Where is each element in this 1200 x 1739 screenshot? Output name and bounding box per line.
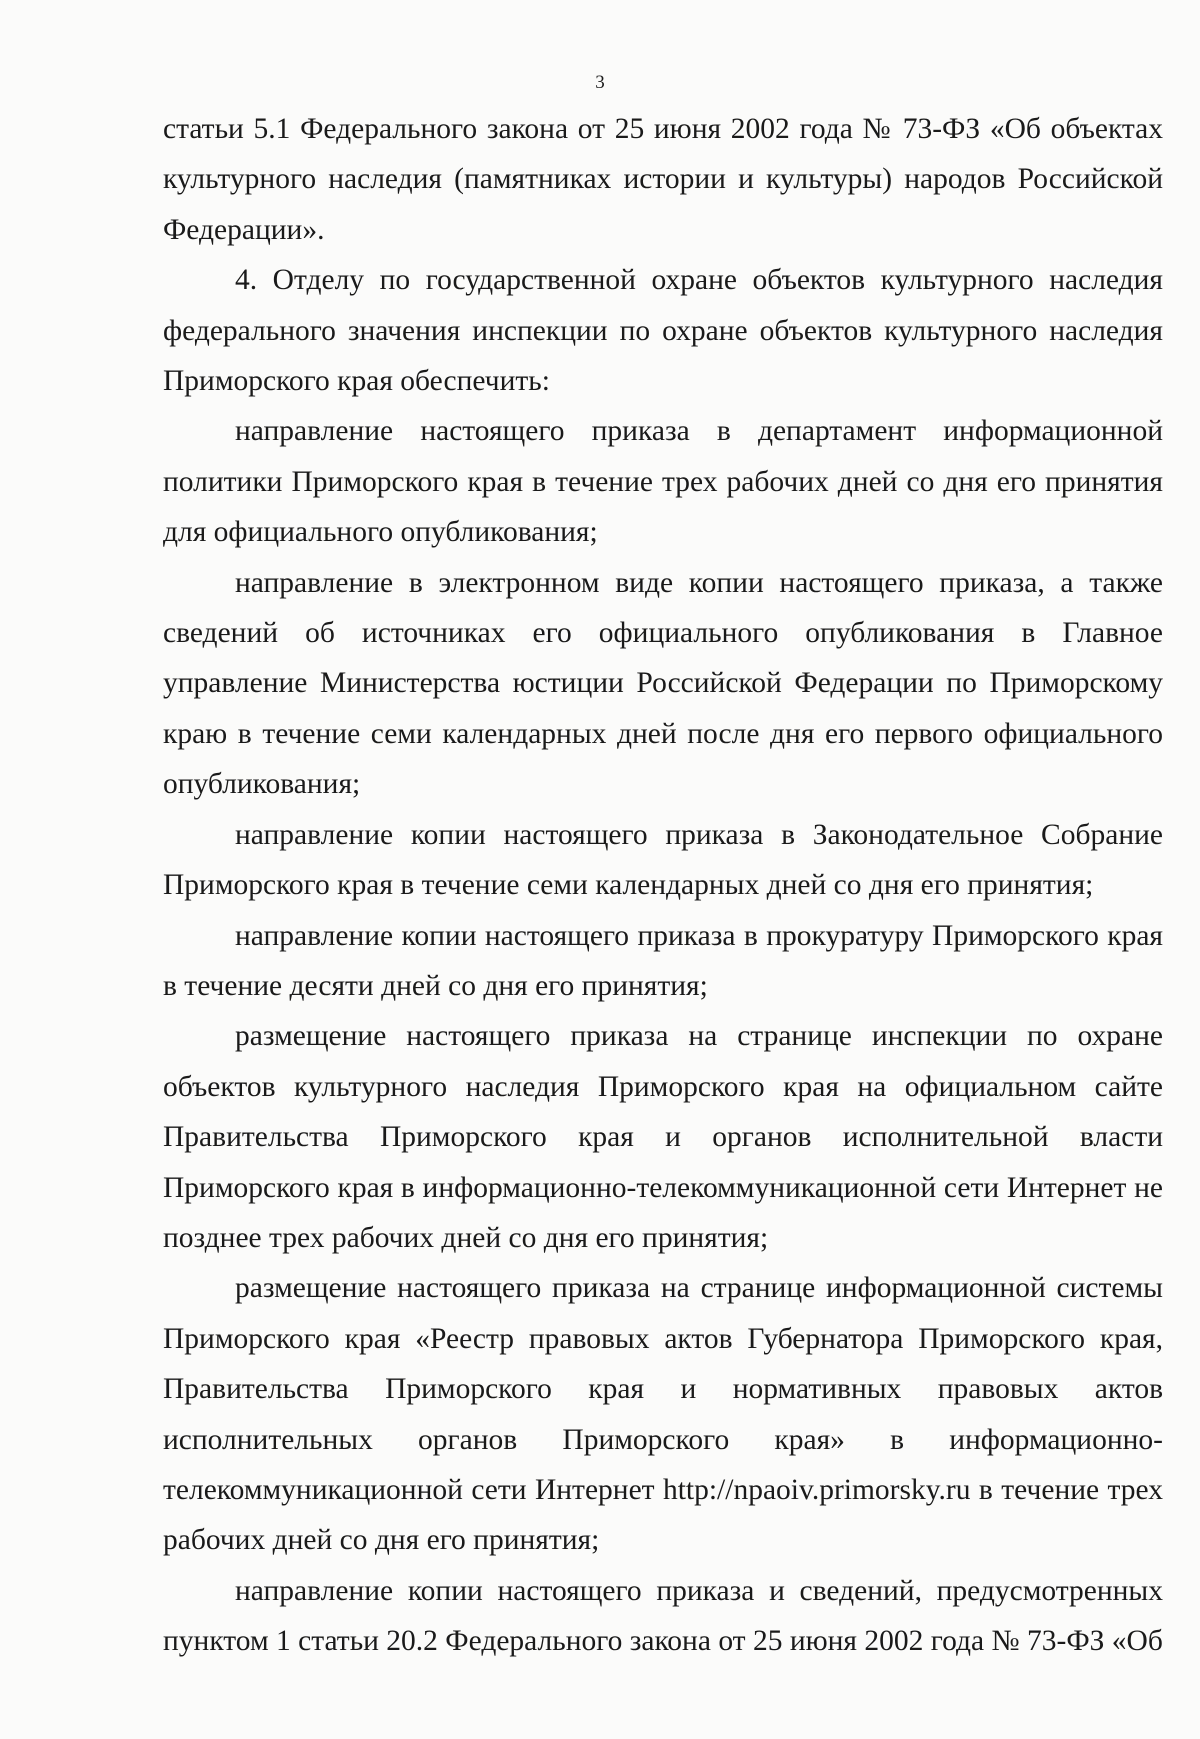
paragraph-3: направление настоящего приказа в департамент информационной политики Приморского края в течение трех рабочих дней со дня его принятия для официального опубликования; <box>163 415 1163 549</box>
paragraph-4: направление в электронном виде копии настоящего приказа, а также сведений об источниках его официального опубликования в Главное управление Министерства юстиции Российской Федерации по Приморскому краю в течение семи календарных дней после дня его первого официального опубликования; <box>163 566 1163 801</box>
paragraph-8: размещение настоящего приказа на странице информационной системы Приморского края «Реестр правовых актов Губернатора Приморского края, Правительства Приморского края и нормативных правовых актов исполнительных органов Приморского края» в информационно-телекоммуникационной сети Интернет http://npaoiv.primorsky.ru в течение трех рабочих дней со дня его принятия; <box>163 1272 1163 1557</box>
paragraph-9: направление копии настоящего приказа и сведений, предусмотренных пунктом 1 статьи 20.2 Федерального закона от 25 июня 2002 года № 73-ФЗ «Об <box>163 1574 1163 1658</box>
paragraph-2: 4. Отделу по государственной охране объектов культурного наследия федерального значения инспекции по охране объектов культурного наследия Приморского края обеспечить: <box>163 264 1163 398</box>
paragraph-5: направление копии настоящего приказа в Законодательное Собрание Приморского края в течение семи календарных дней со дня его принятия; <box>163 818 1163 902</box>
page-number: 3 <box>595 72 605 93</box>
document-body <box>163 104 1163 1667</box>
paragraph-7: размещение настоящего приказа на странице инспекции по охране объектов культурного наследия Приморского края на официальном сайте Правительства Приморского края и органов исполнительной власти Приморского края в информационно-телекоммуникационной сети Интернет не позднее трех рабочих дней со дня его принятия; <box>163 1020 1163 1254</box>
paragraph-1: статьи 5.1 Федерального закона от 25 июня 2002 года № 73-ФЗ «Об объектах культурного наследия (памятниках истории и культуры) народов Российской Федерации». <box>163 113 1163 246</box>
paragraph-6: направление копии настоящего приказа в прокуратуру Приморского края в течение десяти дней со дня его принятия; <box>163 919 1163 1002</box>
